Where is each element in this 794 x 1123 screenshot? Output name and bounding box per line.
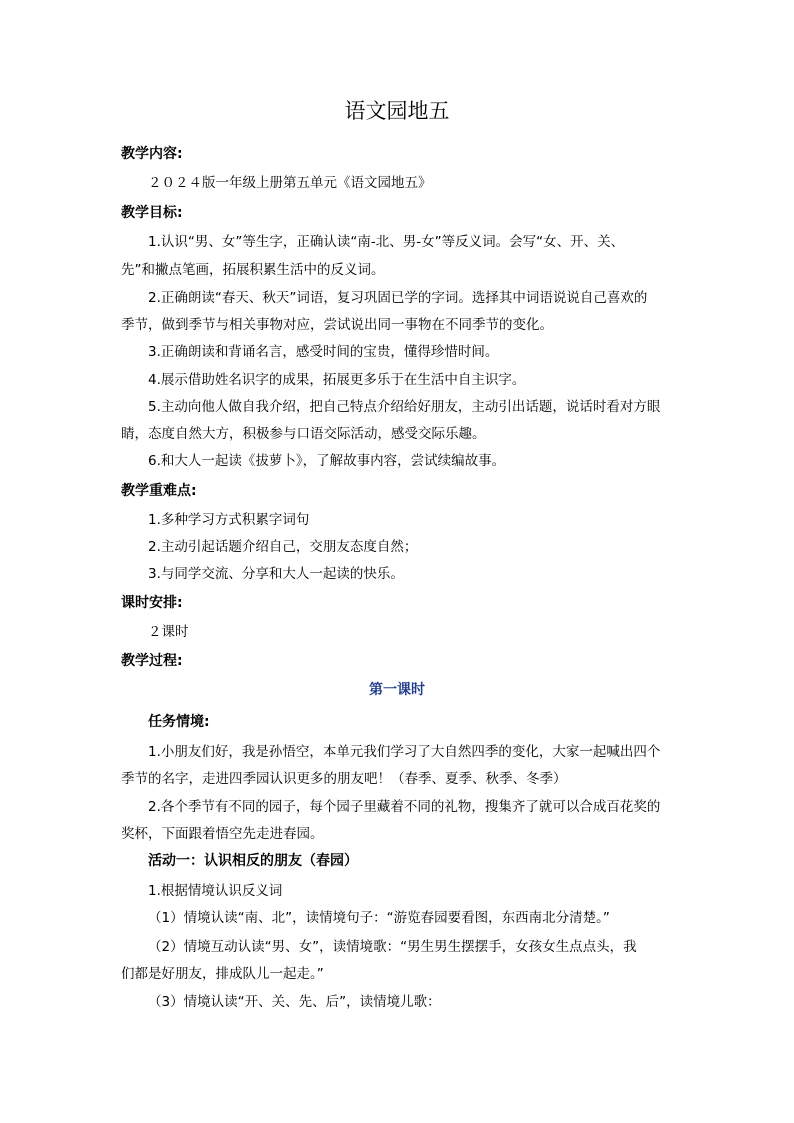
activity-sub-2-line-2: 们都是好朋友，排成队儿一起走。” — [121, 966, 324, 982]
schedule-text: ２课时 — [148, 624, 189, 640]
content-text: ２０２４版一年级上册第五单元《语文园地五》 — [148, 175, 432, 191]
key-point-2: 2.主动引起话题介绍自己，交朋友态度自然； — [148, 539, 418, 555]
content-heading: 教学内容: — [121, 146, 183, 162]
goals-heading: 教学目标: — [121, 205, 183, 221]
activity-sub-2-line-1: （2）情境互动认读“男、女”，读情境歌：“男生男生摆摆手，女孩女生点点头，我 — [148, 939, 637, 955]
task-1-line-2: 季节的名字，走进四季园认识更多的朋友吧！（春季、夏季、秋季、冬季） — [121, 771, 567, 787]
document-title: 语文园地五 — [344, 99, 450, 123]
goal-5-line-1: 5.主动向他人做自我介绍，把自己特点介绍给好朋友，主动引出话题，说话时看对方眼 — [148, 399, 661, 415]
activity-1-heading: 活动一：认识相反的朋友（春园） — [148, 853, 358, 869]
activity-sub-1: （1）情境认读“南、北”，读情境句子：“游览春园要看图，东西南北分清楚。” — [148, 910, 610, 926]
goal-6: 6.和大人一起读《拔萝卜》，了解故事内容，尝试续编故事。 — [148, 453, 506, 469]
activity-item-1: 1.根据情境认识反义词 — [148, 883, 283, 899]
activity-sub-3: （3）情境认读“开、关、先、后”，读情境儿歌： — [148, 994, 441, 1010]
goal-1-line-2: 先”和撇点笔画，拓展积累生活中的反义词。 — [121, 262, 385, 278]
task-2-line-1: 2.各个季节有不同的园子，每个园子里藏着不同的礼物，搜集齐了就可以合成百花奖的 — [148, 799, 661, 815]
key-point-3: 3.与同学交流、分享和大人一起读的快乐。 — [148, 566, 404, 582]
key-point-1: 1.多种学习方式积累字词句 — [148, 512, 310, 528]
key-points-heading: 教学重难点: — [121, 483, 197, 499]
goal-5-line-2: 睛，态度自然大方，积极参与口语交际活动，感受交际乐趣。 — [121, 426, 486, 442]
goal-2-line-2: 季节，做到季节与相关事物对应，尝试说出同一事物在不同季节的变化。 — [121, 317, 553, 333]
goal-3: 3.正确朗读和背诵名言，感受时间的宝贵，懂得珍惜时间。 — [148, 344, 499, 360]
task-2-line-2: 奖杯，下面跟着悟空先走进春园。 — [121, 826, 324, 842]
task-heading: 任务情境: — [148, 714, 210, 730]
goal-2-line-1: 2.正确朗读“春天、秋天”词语，复习巩固已学的字词。选择其中词语说说自己喜欢的 — [148, 290, 648, 306]
goal-4: 4.展示借助姓名识字的成果，拓展更多乐于在生活中自主识字。 — [148, 372, 526, 388]
goal-1-line-1: 1.认识“男、女”等生字，正确认读“南-北、男-女”等反义词。会写“女、开、关、 — [148, 234, 625, 250]
schedule-heading: 课时安排: — [121, 595, 183, 611]
process-heading: 教学过程: — [121, 653, 183, 669]
task-1-line-1: 1.小朋友们好，我是孙悟空，本单元我们学习了大自然四季的变化，大家一起喊出四个 — [148, 744, 661, 760]
lesson-title: 第一课时 — [369, 682, 425, 698]
